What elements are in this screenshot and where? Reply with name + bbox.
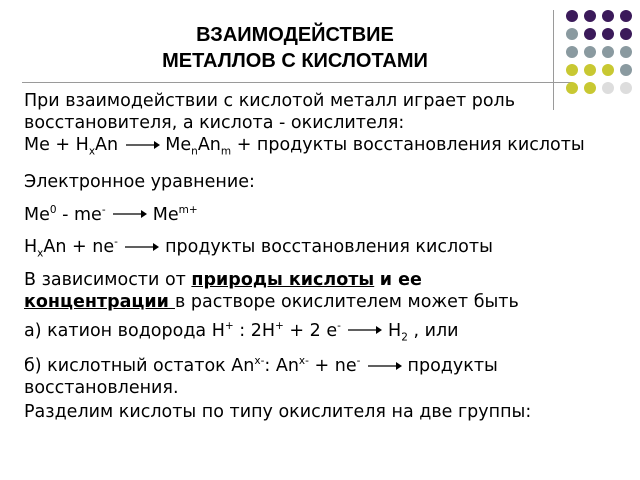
decor-dot	[602, 46, 614, 58]
a-text: а) катион водорода H	[24, 320, 225, 341]
b-sup2: x-	[298, 354, 309, 367]
decor-dot	[566, 64, 578, 76]
eq-an: An	[95, 135, 119, 155]
decor-dot	[620, 64, 632, 76]
a-sup3: -	[337, 319, 341, 332]
b-text2: : An	[264, 355, 299, 376]
eq-tail: + продукты восстановления кислоты	[231, 135, 585, 155]
decor-dot	[566, 10, 578, 22]
decor-dot	[584, 64, 596, 76]
hx-sup: -	[114, 236, 118, 249]
title-line-2: МЕТАЛЛОВ С КИСЛОТАМИ	[162, 50, 428, 72]
decor-dot	[620, 28, 632, 40]
option-b	[24, 350, 640, 399]
decor-dot	[620, 10, 632, 22]
me0-sup: 0	[49, 203, 57, 216]
title-divider	[22, 82, 572, 83]
decor-dot	[620, 46, 632, 58]
decor-dot	[602, 10, 614, 22]
me-ion-sup: m+	[178, 203, 198, 216]
a-tail: , или	[407, 320, 459, 341]
option-a	[24, 315, 640, 348]
b-sup3: -	[356, 354, 361, 367]
acid-arrow-icon	[123, 242, 159, 252]
a-sub: 2	[401, 330, 408, 343]
hx-text: An + ne	[43, 237, 115, 258]
hydrogen-arrow-icon	[346, 325, 382, 335]
a-sup2: +	[275, 319, 284, 332]
dep-start: В зависимости от	[24, 269, 192, 290]
b-line2: восстановления.	[24, 377, 179, 398]
decor-dot	[584, 28, 596, 40]
dep-end: в растворе окислителем может быть	[175, 291, 519, 312]
dependency-text	[24, 269, 640, 313]
reaction-equation	[24, 134, 640, 163]
hx-h: H	[24, 237, 38, 258]
eq-sub-n: n	[191, 145, 198, 158]
dep-nature: природы кислоты	[191, 269, 375, 290]
decor-dot	[602, 28, 614, 40]
dep-concentration: концентрации	[24, 291, 175, 312]
eq-sub-m: m	[220, 145, 232, 158]
me0-text: Me	[24, 204, 50, 225]
a-text2: : 2H	[233, 320, 276, 341]
decor-dot	[584, 46, 596, 58]
b-tail: продукты	[407, 355, 498, 376]
electron-arrow-icon	[111, 209, 147, 219]
decor-dot	[566, 46, 578, 58]
electron-equation-metal	[24, 199, 640, 226]
electron-equation-acid	[24, 231, 640, 264]
me0-minus: - me	[56, 204, 102, 225]
b-sup1: x-	[254, 354, 265, 367]
slide-title	[60, 22, 530, 74]
decor-dot	[566, 28, 578, 40]
decor-dot	[602, 64, 614, 76]
eq-sub-x: x	[88, 145, 96, 158]
a-sup1: +	[224, 319, 234, 332]
me0-sup-minus: -	[101, 203, 106, 216]
reaction-arrow-icon	[124, 140, 160, 150]
eq-reactant: Me + H	[24, 135, 89, 155]
slide-body	[24, 90, 640, 423]
me-ion-text: Me	[152, 204, 179, 225]
b-text: б) кислотный остаток An	[24, 355, 255, 376]
b-text3: + ne	[308, 355, 357, 376]
eq-product: Me	[165, 135, 192, 155]
decor-dot	[584, 10, 596, 22]
hx-sub: x	[37, 247, 44, 260]
title-line-1: ВЗАИМОДЕЙСТВИЕ	[196, 24, 394, 46]
intro-text: При взаимодействии с кислотой металл играет роль восстановителя, а кислота - окислителя:	[24, 91, 516, 133]
dep-and: и ее	[379, 269, 422, 290]
electron-equation-heading: Электронное уравнение:	[24, 171, 255, 192]
eq-an2: An	[197, 135, 221, 155]
hx-tail: продукты восстановления кислоты	[165, 237, 493, 258]
split-text: Разделим кислоты по типу окислителя на две группы:	[24, 401, 532, 422]
a-text3: + 2 e	[283, 320, 338, 341]
anion-arrow-icon	[366, 361, 402, 371]
a-h2: H	[388, 320, 402, 341]
